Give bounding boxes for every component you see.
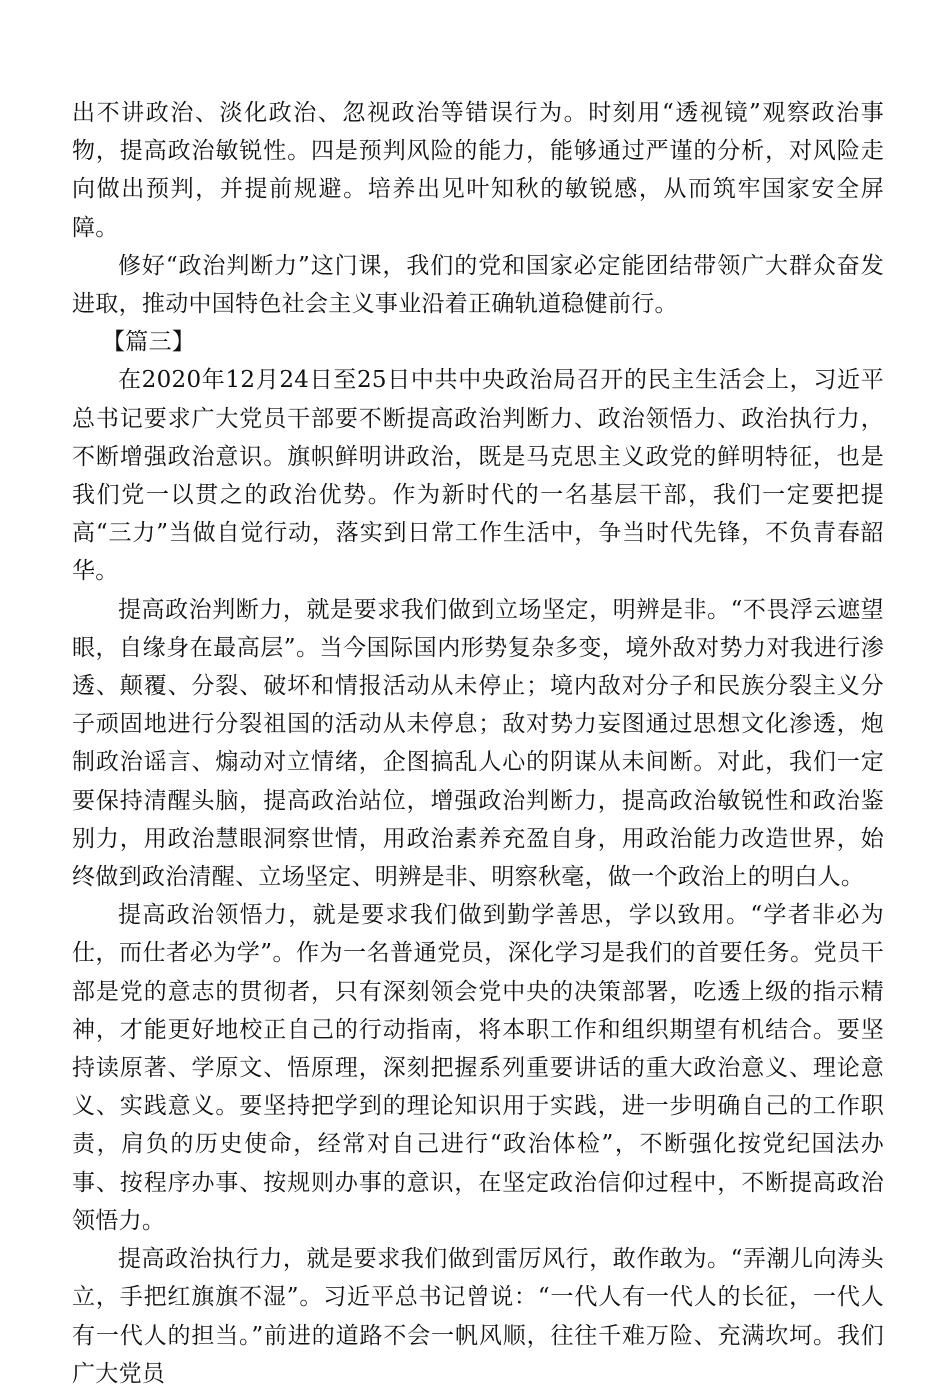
paragraph: 提高政治执行力，就是要求我们做到雷厉风行，敢作敢为。“弄潮儿向涛头立，手把红旗旗不湿”。习近平总书记曾说：“一代人有一代人的长征，一代人有一代人的担当。”前进的道路不会一帆风顺，往往千难万险、充满坎坷。我们广大党员 (72, 1246, 884, 1387)
document-body (72, 94, 884, 1393)
paragraph: 修好“政治判断力”这门课，我们的党和国家必定能团结带领广大群众奋发进取，推动中国特色社会主义事业沿着正确轨道稳健前行。 (72, 252, 884, 318)
paragraph-continuation: 出不讲政治、淡化政治、忽视政治等错误行为。时刻用“透视镜”观察政治事物，提高政治敏锐性。四是预判风险的能力，能够通过严谨的分析，对风险走向做出预判，并提前规避。培养出见叶知秋的敏锐感，从而筑牢国家安全屏障。 (72, 100, 884, 241)
section-heading: 【篇三】 (102, 329, 196, 356)
paragraph: 在2020年12月24日至25日中共中央政治局召开的民主生活会上，习近平总书记要求广大党员干部要不断提高政治判断力、政治领悟力、政治执行力，不断增强政治意识。旗帜鲜明讲政治，既是马克思主义政党的鲜明特征，也是我们党一以贯之的政治优势。作为新时代的一名基层干部，我们一定要把提高“三力”当做自觉行动，落实到日常工作生活中，争当时代先锋，不负青春韶华。 (72, 367, 884, 585)
paragraph: 提高政治领悟力，就是要求我们做到勤学善思，学以致用。“学者非必为仕，而仕者必为学”。作为一名普通党员，深化学习是我们的首要任务。党员干部是党的意志的贯彻者，只有深刻领会党中央的决策部署，吃透上级的指示精神，才能更好地校正自己的行动指南，将本职工作和组织期望有机结合。要坚持读原著、学原文、悟原理，深刻把握系列重要讲话的重大政治意义、理论意义、实践意义。要坚持把学到的理论知识用于实践，进一步明确自己的工作职责，肩负的历史使命，经常对自己进行“政治体检”，不断强化按党纪国法办事、按程序办事、按规则办事的意识，在坚定政治信仰过程中，不断提高政治领悟力。 (72, 902, 884, 1234)
paragraph: 提高政治判断力，就是要求我们做到立场坚定，明辨是非。“不畏浮云遮望眼，自缘身在最高层”。当今国际国内形势复杂多变，境外敌对势力对我进行渗透、颠覆、分裂、破坏和情报活动从未停止；境内敌对分子和民族分裂主义分子顽固地进行分裂祖国的活动从未停息；敌对势力妄图通过思想文化渗透，炮制政治谣言、煽动对立情绪，企图搞乱人心的阴谋从未间断。对此，我们一定要保持清醒头脑，提高政治站位，增强政治判断力，提高政治敏锐性和政治鉴别力，用政治慧眼洞察世情，用政治素养充盈自身，用政治能力改造世界，始终做到政治清醒、立场坚定、明辨是非、明察秋毫，做一个政治上的明白人。 (72, 596, 884, 891)
